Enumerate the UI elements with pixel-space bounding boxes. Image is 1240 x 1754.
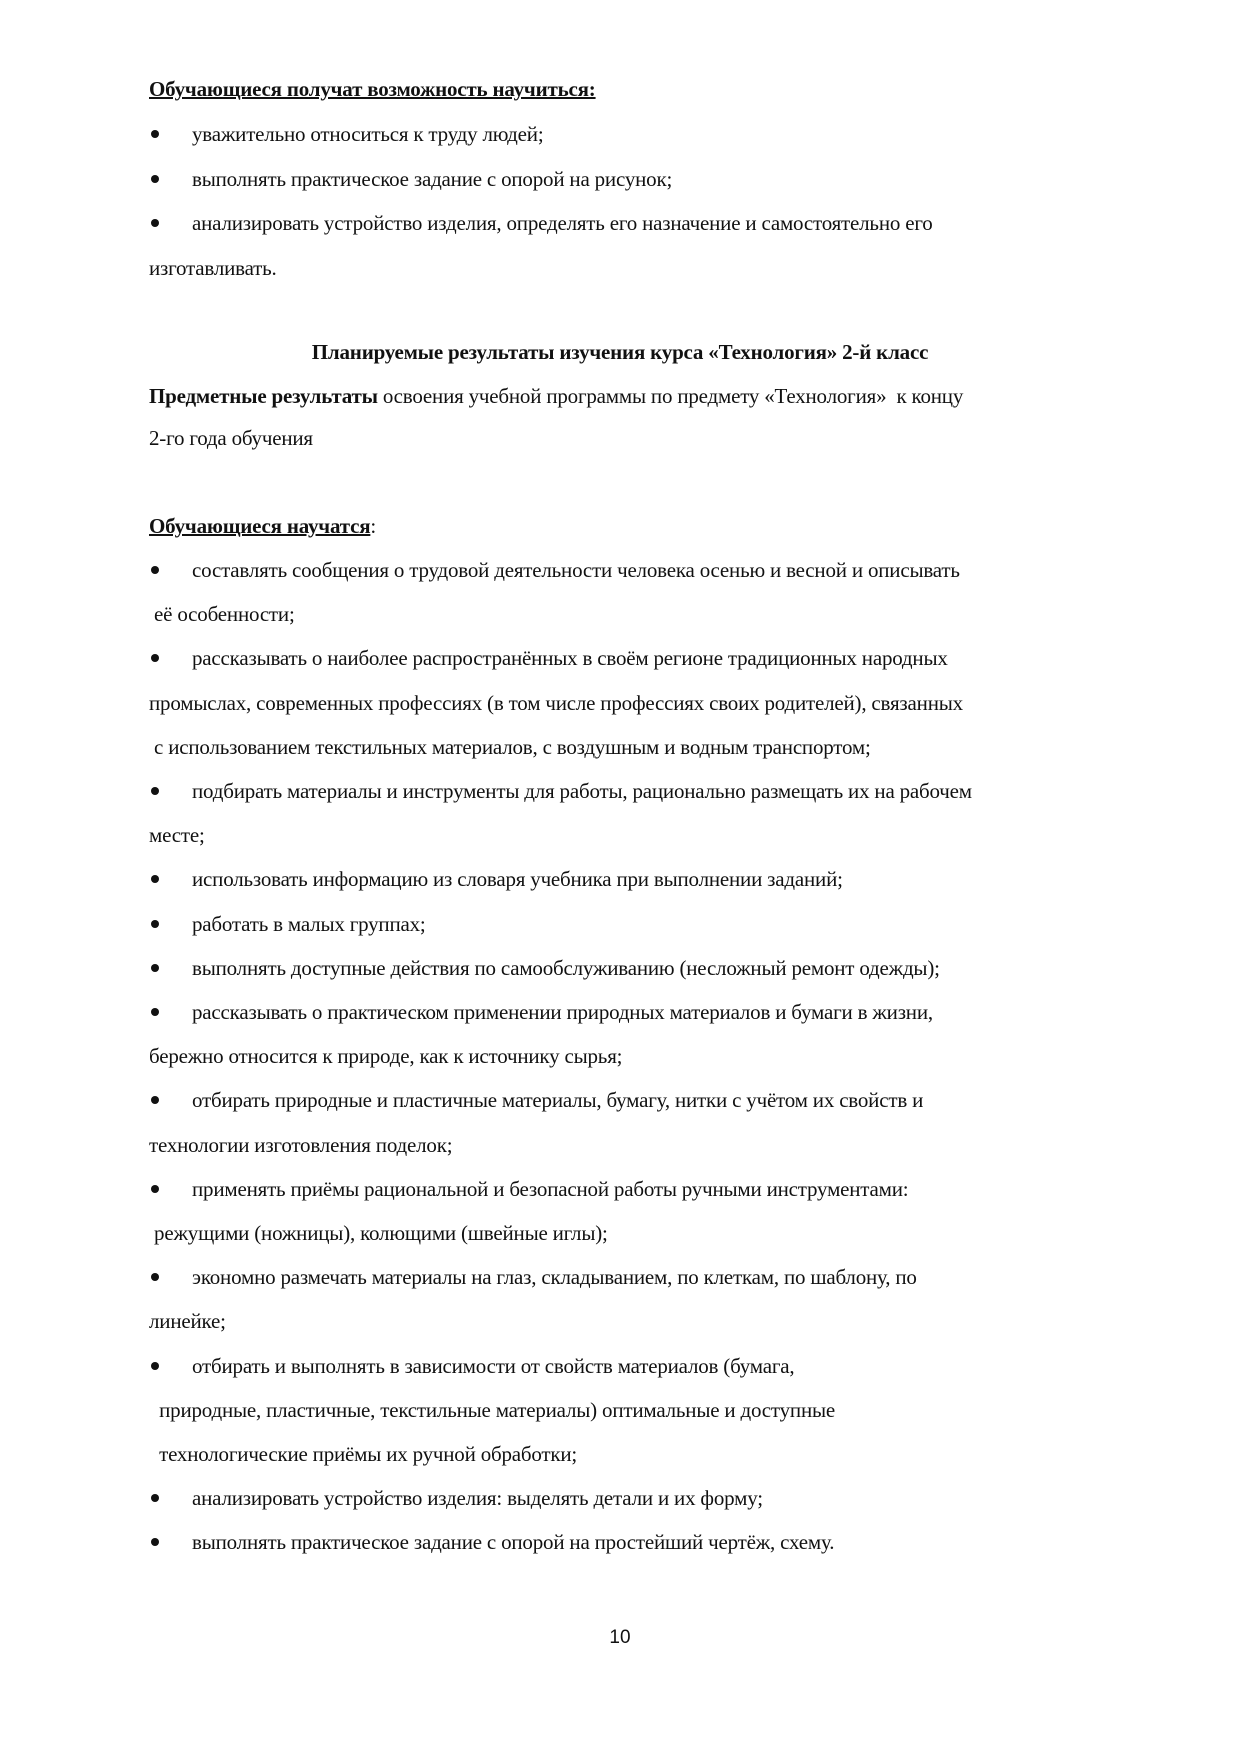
list-item-line: режущими (ножницы), колющими (швейные иглы); bbox=[149, 1221, 608, 1245]
list-item-line: отбирать природные и пластичные материалы, бумагу, нитки с учётом их свойств и bbox=[192, 1088, 924, 1113]
bullet-icon bbox=[151, 1538, 159, 1546]
section2-title: Планируемые результаты изучения курса «Технология» 2-й класс bbox=[311, 340, 929, 364]
list-item-line: уважительно относиться к труду людей; bbox=[192, 122, 544, 146]
list-item-line: использовать информацию из словаря учебника при выполнении заданий; bbox=[192, 867, 843, 892]
list-item-line: рассказывать о наиболее распространённых в своём регионе традиционных народных bbox=[192, 646, 948, 671]
bullet-icon bbox=[151, 219, 159, 227]
page-number: 10 bbox=[609, 1627, 631, 1648]
list-item-line: выполнять доступные действия по самообслуживанию (несложный ремонт одежды); bbox=[192, 955, 940, 980]
list-item-line: промыслах, современных профессиях (в том числе профессиях своих родителей), связанных bbox=[149, 690, 963, 715]
list-item-line: экономно размечать материалы на глаз, складыванием, по клеткам, по шаблону, по bbox=[192, 1265, 917, 1290]
bullet-icon bbox=[151, 1185, 159, 1193]
bullet-icon bbox=[151, 920, 159, 928]
bullet-icon bbox=[151, 1273, 159, 1281]
bullet-icon bbox=[151, 1008, 159, 1016]
bullet-icon bbox=[151, 875, 159, 883]
list-item-line: рассказывать о практическом применении природных материалов и бумаги в жизни, bbox=[192, 1000, 933, 1024]
bullet-icon bbox=[151, 654, 159, 662]
bullet-icon bbox=[151, 130, 159, 138]
heading-text: Обучающиеся научатся bbox=[149, 514, 371, 538]
list-item-line: природные, пластичные, текстильные материалы) оптимальные и доступные bbox=[149, 1397, 836, 1422]
bullet-icon bbox=[151, 1096, 159, 1104]
intro-bold: Предметные результаты bbox=[149, 384, 378, 408]
list-item-line: линейке; bbox=[149, 1309, 226, 1334]
bullet-icon bbox=[151, 1362, 159, 1370]
bullet-icon bbox=[151, 566, 159, 574]
list-item-line: составлять сообщения о трудовой деятельности человека осенью и весной и описывать bbox=[192, 558, 960, 582]
list-item-line: изготавливать. bbox=[149, 255, 277, 280]
bullet-icon bbox=[151, 175, 159, 183]
section2-intro bbox=[149, 384, 963, 408]
section1-heading: Обучающиеся получат возможность научиться: bbox=[149, 77, 596, 101]
list-item-line: выполнять практическое задание с опорой на простейший чертёж, схему. bbox=[192, 1530, 835, 1555]
list-item-line: применять приёмы рациональной и безопасной работы ручными инструментами: bbox=[192, 1176, 909, 1201]
list-item-line: выполнять практическое задание с опорой на рисунок; bbox=[192, 166, 673, 191]
section2-heading bbox=[149, 514, 376, 538]
list-item-line: отбирать и выполнять в зависимости от свойств материалов (бумага, bbox=[192, 1353, 795, 1378]
heading-colon: : bbox=[370, 514, 376, 538]
list-item-line: анализировать устройство изделия, определять его назначение и самостоятельно его bbox=[192, 211, 933, 235]
list-item-line: подбирать материалы и инструменты для работы, рационально размещать их на рабочем bbox=[192, 779, 972, 803]
list-item-line: анализировать устройство изделия: выделять детали и их форму; bbox=[192, 1486, 763, 1511]
list-item-line: с использованием текстильных материалов, с воздушным и водным транспортом; bbox=[149, 734, 871, 759]
bullet-icon bbox=[151, 964, 159, 972]
list-item-line: бережно относится к природе, как к источнику сырья; bbox=[149, 1044, 623, 1069]
section2-intro-line2: 2-го года обучения bbox=[149, 426, 313, 450]
bullet-icon bbox=[151, 787, 159, 795]
list-item-line: технологические приёмы их ручной обработки; bbox=[149, 1442, 578, 1466]
bullet-icon bbox=[151, 1494, 159, 1502]
list-item-line: работать в малых группах; bbox=[192, 911, 426, 936]
list-item-line: технологии изготовления поделок; bbox=[149, 1132, 453, 1157]
list-item-line: месте; bbox=[149, 823, 205, 848]
list-item-line: её особенности; bbox=[149, 602, 295, 627]
intro-rest: освоения учебной программы по предмету «Технология» к концу bbox=[377, 384, 964, 408]
